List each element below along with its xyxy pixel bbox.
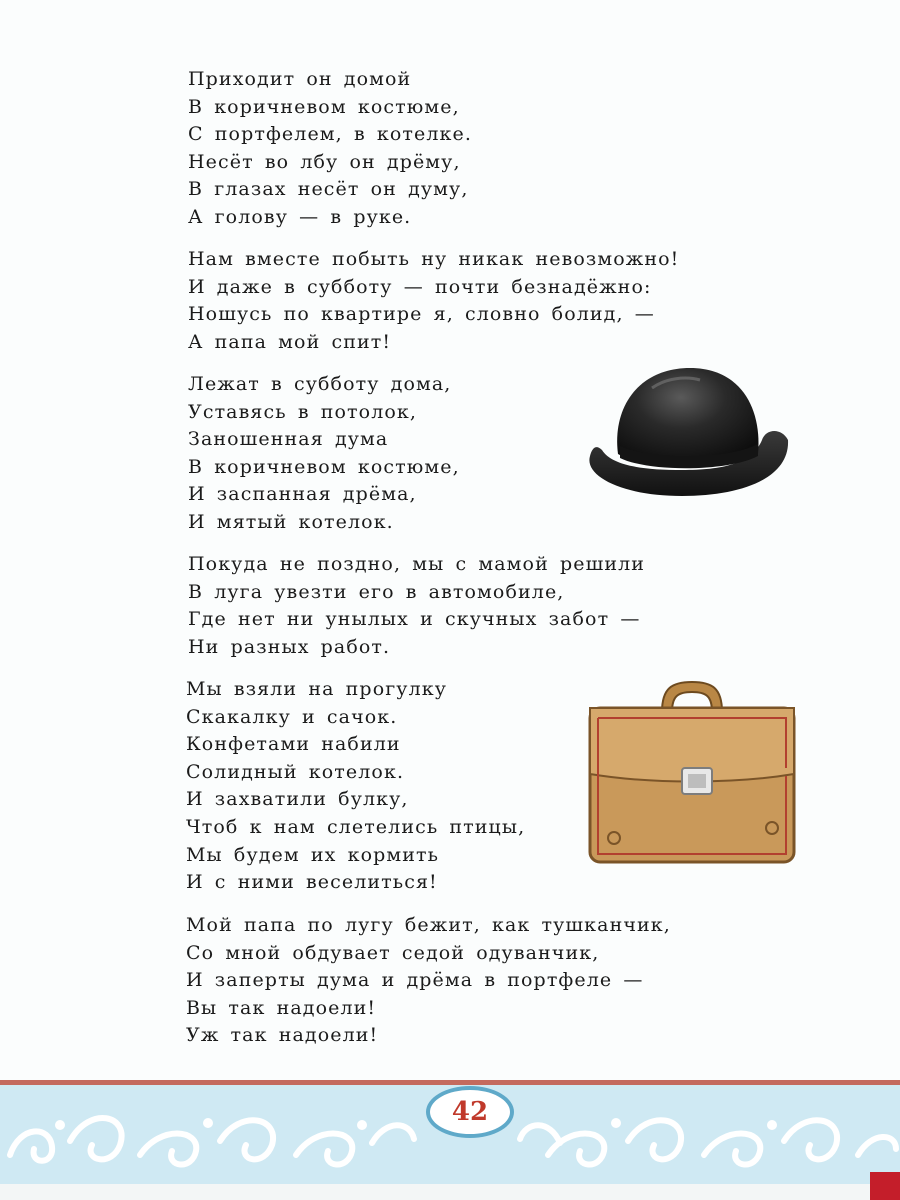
poem-line: Конфетами набили — [186, 733, 401, 756]
briefcase-icon — [584, 678, 800, 866]
stanza-2 — [188, 246, 679, 356]
poem-line: И с ними веселиться! — [186, 871, 438, 894]
poem-line: Скакалку и сачок. — [186, 705, 398, 728]
poem-line: Несёт во лбу он дрёму, — [188, 150, 461, 173]
poem-line: Чтоб к нам слетелись птицы, — [186, 815, 526, 838]
poem-line: И даже в субботу — почти безнадёжно: — [188, 275, 652, 298]
poem-line: Вы так надоели! — [186, 996, 377, 1019]
poem-line: Приходит он домой — [188, 68, 412, 90]
poem-line: Ни разных работ. — [188, 635, 391, 658]
poem-line: Солидный котелок. — [186, 760, 405, 783]
poem-line: И захватили булку, — [186, 788, 409, 811]
poem-line: И заперты дума и дрёма в портфеле — — [186, 969, 644, 992]
stanza-6 — [186, 912, 671, 1050]
poem-line: А папа мой спит! — [188, 330, 392, 353]
poem-line: В луга увезти его в автомобиле, — [188, 580, 565, 603]
poem-line: С портфелем, в котелке. — [188, 123, 472, 146]
corner-tab-mark — [870, 1172, 900, 1200]
poem-line: А голову — в руке. — [188, 205, 412, 228]
page-number-badge — [426, 1086, 514, 1138]
poem-line: Лежат в субботу дома, — [188, 373, 452, 395]
poem-line: Со мной обдувает седой одуванчик, — [186, 941, 600, 964]
poem-line: Ношусь по квартире я, словно болид, — — [188, 303, 655, 326]
stanza-3 — [188, 371, 460, 537]
bowler-hat-icon — [582, 358, 794, 500]
poem-line: Заношенная дума — [188, 428, 389, 451]
poem-line: И заспанная дрёма, — [188, 483, 417, 506]
poem-line: В глазах несёт он думу, — [188, 178, 469, 201]
poem-line: Нам вместе побыть ну никак невозможно! — [188, 248, 680, 270]
poem-line: Уставясь в потолок, — [188, 400, 418, 423]
poem-line: Покуда не поздно, мы с мамой решили — [188, 553, 646, 575]
stanza-4 — [188, 551, 645, 661]
bottom-margin — [0, 1184, 900, 1200]
stanza-5 — [186, 676, 525, 897]
poem-line: В коричневом костюме, — [188, 95, 460, 118]
poem-line: Уж так надоели! — [186, 1024, 379, 1047]
poem-line: Мы взяли на прогулку — [186, 678, 447, 700]
poem-line: И мятый котелок. — [188, 510, 394, 533]
poem-line: В коричневом костюме, — [188, 455, 460, 478]
poem-line: Мой папа по лугу бежит, как тушканчик, — [186, 914, 671, 936]
poem-line: Мы будем их кормить — [186, 843, 440, 866]
stanza-1 — [188, 66, 472, 232]
poem-line: Где нет ни унылых и скучных забот — — [188, 608, 641, 631]
page-number: 42 — [451, 1097, 489, 1127]
